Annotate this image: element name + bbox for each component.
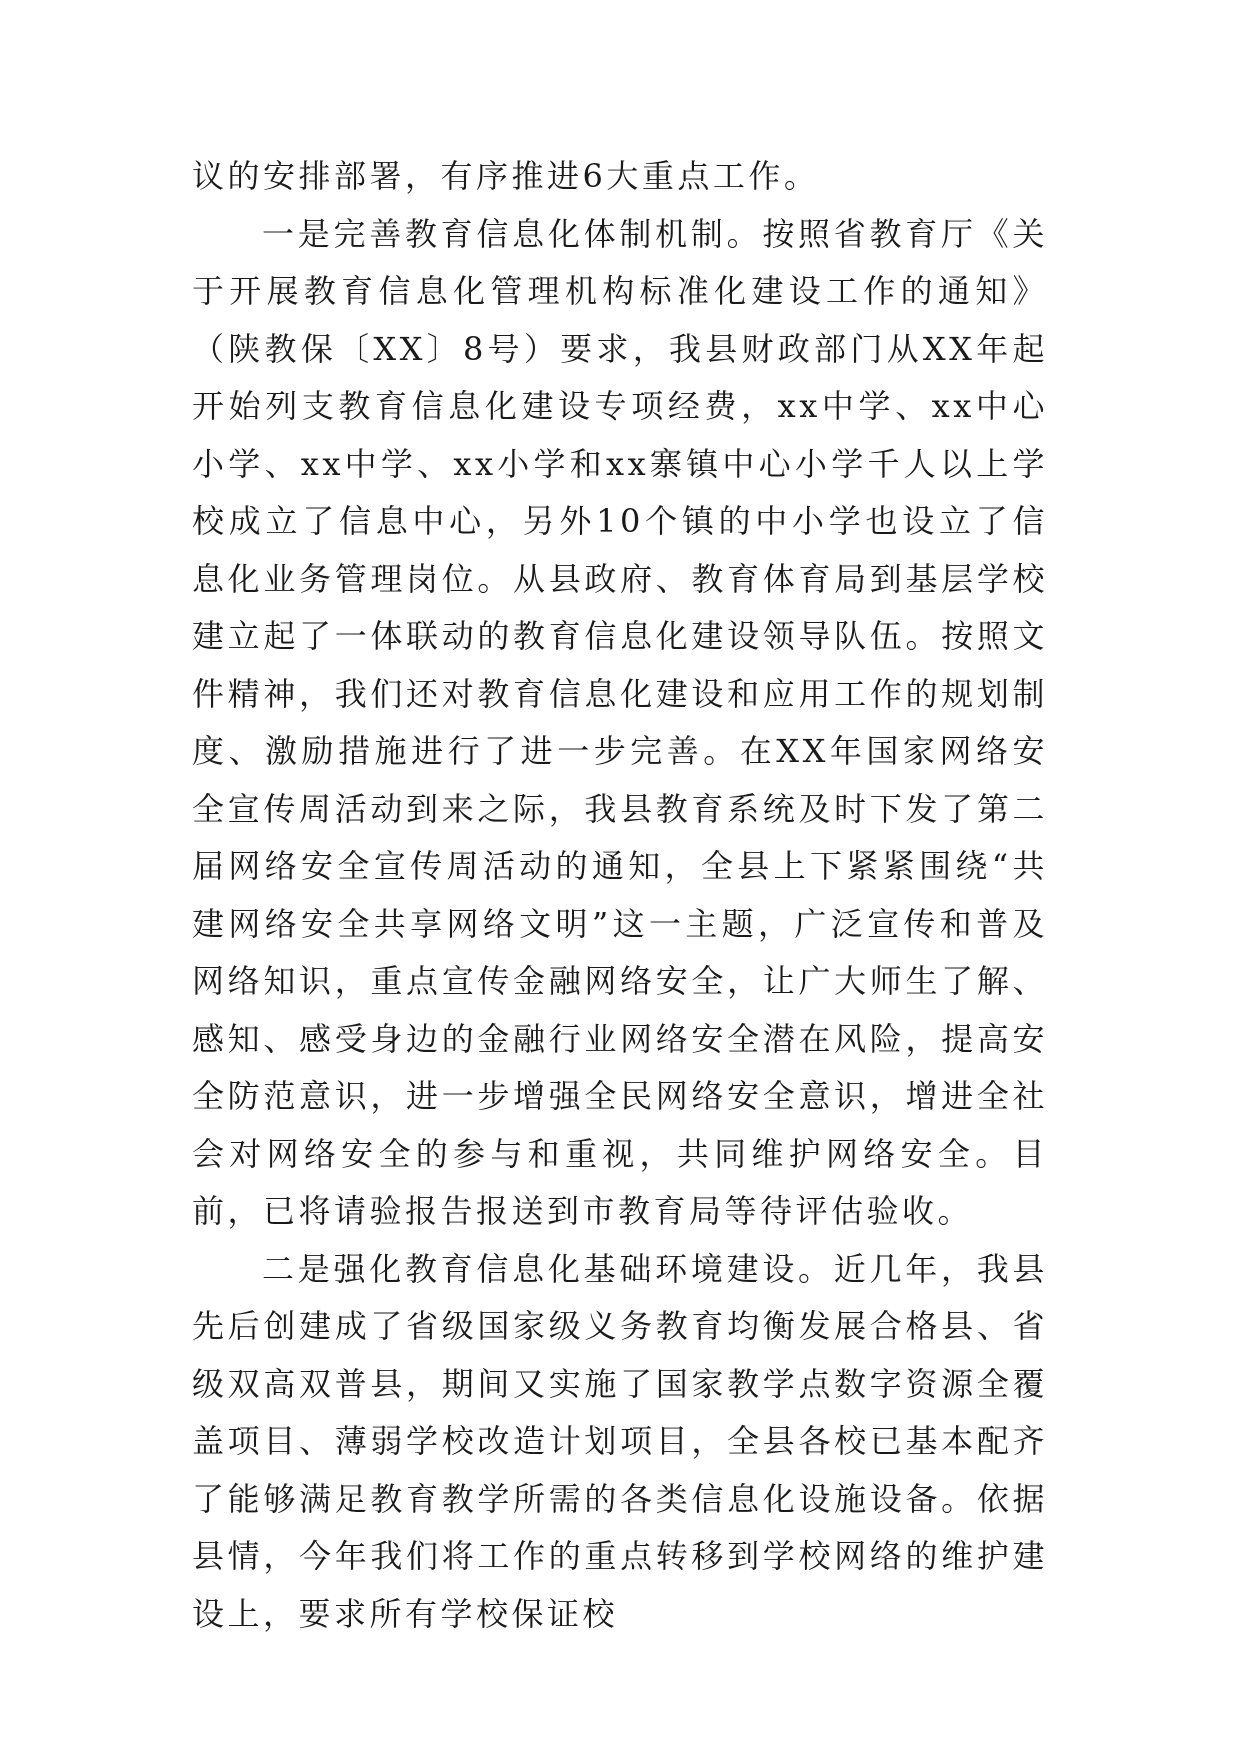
paragraph-point-two: 二是强化教育信息化基础环境建设。近几年，我县先后创建成了省级国家级义务教育均衡发展合格县、省级双高双普县，期间又实施了国家教学点数字资源全覆盖项目、薄弱学校改造计划项目，全县各校已基本配齐了能够满足教育教学所需的各类信息化设施设备。依据县情，今年我们将工作的重点转移到学校网络的维护建设上，要求所有学校保证校: [192, 1249, 1048, 1633]
document-page: [192, 148, 1048, 1643]
paragraph-point-one: 一是完善教育信息化体制机制。按照省教育厅《关于开展教育信息化管理机构标准化建设工作的通知》（陕教保〔XX〕8号）要求，我县财政部门从XX年起开始列支教育信息化建设专项经费，xx中学、xx中心小学、xx中学、xx小学和xx寨镇中心小学千人以上学校成立了信息中心，另外10个镇的中小学也设立了信息化业务管理岗位。从县政府、教育体育局到基层学校建立起了一体联动的教育信息化建设领导队伍。按照文件精神，我们还对教育信息化建设和应用工作的规划制度、激励措施进行了进一步完善。在XX年国家网络安全宣传周活动到来之际，我县教育系统及时下发了第二届网络安全宣传周活动的通知，全县上下紧紧围绕“共建网络安全共享网络文明”这一主题，广泛宣传和普及网络知识，重点宣传金融网络安全，让广大师生了解、感知、感受身边的金融行业网络安全潜在风险，提高安全防范意识，进一步增强全民网络安全意识，增进全社会对网络安全的参与和重视，共同维护网络安全。目前，已将请验报告报送到市教育局等待评估验收。: [192, 214, 1048, 1230]
paragraph-intro-tail: 议的安排部署，有序推进6大重点工作。: [192, 157, 820, 195]
